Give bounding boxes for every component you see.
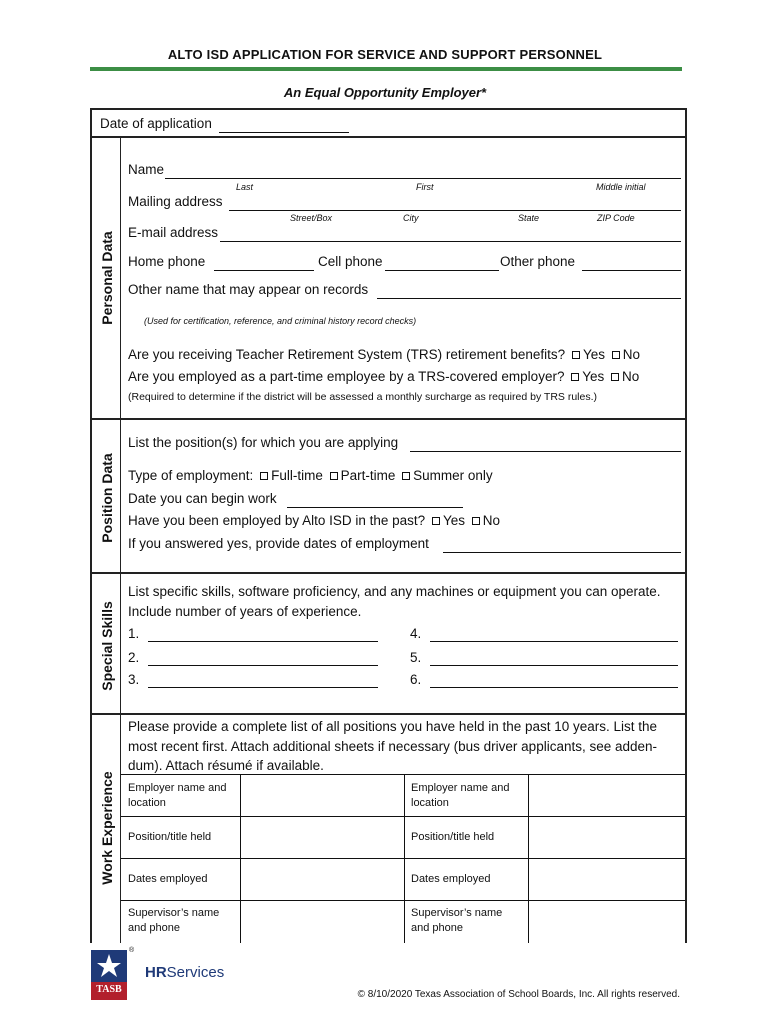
skill-field-5[interactable] (430, 665, 678, 666)
dates-employed-cell: Dates employed (128, 873, 208, 885)
date-of-application-box (90, 108, 687, 138)
skill-number: 3. (128, 672, 140, 687)
type-of-employment: Type of employment: Full-time Part-time Summer only (128, 468, 493, 483)
work-experience-label: Work Experience (99, 771, 115, 885)
skill-field-2[interactable] (148, 665, 378, 666)
skill-number: 6. (410, 672, 422, 687)
skill-field-4[interactable] (430, 641, 678, 642)
skill-field-6[interactable] (430, 687, 678, 688)
table-rule (121, 774, 685, 775)
part-time-checkbox[interactable] (330, 472, 338, 480)
name-field[interactable] (165, 178, 681, 179)
trs-note: (Required to determine if the district will be assessed a monthly surcharge as required by TRS rules.) (128, 391, 598, 403)
employer-name-cell: Employer name and location (128, 782, 227, 809)
other-name-field[interactable] (377, 298, 681, 299)
email-field[interactable] (220, 241, 681, 242)
trs-q2-no-checkbox[interactable] (611, 373, 619, 381)
date-of-application-field[interactable] (219, 132, 349, 133)
skill-number: 5. (410, 650, 422, 665)
email-label: E-mail address (128, 225, 219, 240)
table-col-rule (404, 775, 405, 943)
supervisor-cell: Supervisor’s name and phone (128, 907, 220, 934)
list-positions-label: List the position(s) for which you are applying (128, 435, 399, 450)
employed-no-checkbox[interactable] (472, 517, 480, 525)
name-label: Name (128, 162, 165, 177)
other-phone-field[interactable] (582, 270, 681, 271)
table-rule (121, 858, 685, 859)
table-col-rule (528, 775, 529, 943)
table-rule (121, 816, 685, 817)
work-intro-3: dum). Attach résumé if available. (128, 758, 324, 773)
mailing-address-field[interactable] (229, 210, 681, 211)
trs-q1-yes-checkbox[interactable] (572, 351, 580, 359)
title-divider (90, 67, 682, 71)
other-name-note: (Used for certification, reference, and criminal history record checks) (144, 316, 417, 326)
date-of-application-label: Date of application (100, 116, 212, 131)
begin-work-label: Date you can begin work (128, 491, 277, 506)
positions-field[interactable] (410, 451, 681, 452)
table-rule (121, 900, 685, 901)
name-last-caption: Last (236, 182, 254, 192)
name-middle-caption: Middle initial (596, 182, 646, 192)
state-caption: State (518, 213, 540, 223)
section-divider (120, 574, 121, 715)
employed-yes-checkbox[interactable] (432, 517, 440, 525)
personal-data-label: Personal Data (99, 231, 115, 325)
position-title-cell: Position/title held (128, 831, 212, 843)
dates-if-yes-label: If you answered yes, provide dates of employment (128, 536, 429, 551)
name-first-caption: First (416, 182, 434, 192)
hr-services-logo: HRServices (145, 964, 225, 981)
tasb-wordmark: TASB (96, 984, 122, 995)
zip-caption: ZIP Code (597, 213, 635, 223)
work-intro-1: Please provide a complete list of all positions you have held in the past 10 years. List the (128, 719, 658, 734)
position-title-cell: Position/title held (411, 831, 495, 843)
other-name-label: Other name that may appear on records (128, 282, 369, 297)
skill-field-3[interactable] (148, 687, 378, 688)
position-data-section (90, 418, 687, 574)
home-phone-field[interactable] (214, 270, 314, 271)
tasb-logo (91, 950, 127, 1000)
city-caption: City (403, 213, 419, 223)
trs-q1-no-checkbox[interactable] (612, 351, 620, 359)
skills-instructions-1: List specific skills, software proficiency, and any machines or equipment you can operate. (128, 584, 661, 599)
section-divider (120, 715, 121, 943)
dates-employed-cell: Dates employed (411, 873, 491, 885)
skill-field-1[interactable] (148, 641, 378, 642)
cell-phone-label: Cell phone (318, 254, 383, 269)
employer-name-input[interactable] (530, 776, 685, 815)
street-caption: Street/Box (290, 213, 333, 223)
employed-before-question: Have you been employed by Alto ISD in the past? Yes No (128, 513, 501, 528)
form-subtitle: An Equal Opportunity Employer* (283, 85, 487, 100)
registered-mark: ® (129, 947, 135, 954)
section-divider (120, 138, 121, 420)
special-skills-label: Special Skills (99, 601, 115, 691)
employer-name-input[interactable] (242, 776, 403, 815)
trs-question-2: Are you employed as a part-time employee by a TRS-covered employer? Yes No (128, 369, 640, 384)
work-experience-section (90, 713, 687, 943)
copyright-footer: © 8/10/2020 Texas Association of School Boards, Inc. All rights reserved. (357, 989, 680, 1000)
position-data-label: Position Data (99, 453, 115, 543)
cell-phone-field[interactable] (385, 270, 499, 271)
form-title: ALTO ISD APPLICATION FOR SERVICE AND SUPPORT PERSONNEL (167, 47, 603, 62)
skill-number: 1. (128, 626, 140, 641)
work-intro-2: most recent first. Attach additional sheets if necessary (bus driver applicants, see adden- (128, 739, 658, 754)
table-col-rule (240, 775, 241, 943)
mailing-address-label: Mailing address (128, 194, 223, 209)
home-phone-label: Home phone (128, 254, 206, 269)
dates-of-employment-field[interactable] (443, 552, 681, 553)
full-time-checkbox[interactable] (260, 472, 268, 480)
personal-data-section (90, 136, 687, 420)
trs-q2-yes-checkbox[interactable] (571, 373, 579, 381)
other-phone-label: Other phone (500, 254, 576, 269)
section-divider (120, 420, 121, 574)
skill-number: 2. (128, 650, 140, 665)
skills-instructions-2: Include number of years of experience. (128, 604, 362, 619)
special-skills-section (90, 572, 687, 715)
skill-number: 4. (410, 626, 422, 641)
trs-question-1: Are you receiving Teacher Retirement System (TRS) retirement benefits? Yes No (128, 347, 641, 362)
summer-only-checkbox[interactable] (402, 472, 410, 480)
supervisor-cell: Supervisor’s name and phone (411, 907, 503, 934)
employer-name-cell: Employer name and location (411, 782, 510, 809)
begin-work-field[interactable] (287, 507, 463, 508)
